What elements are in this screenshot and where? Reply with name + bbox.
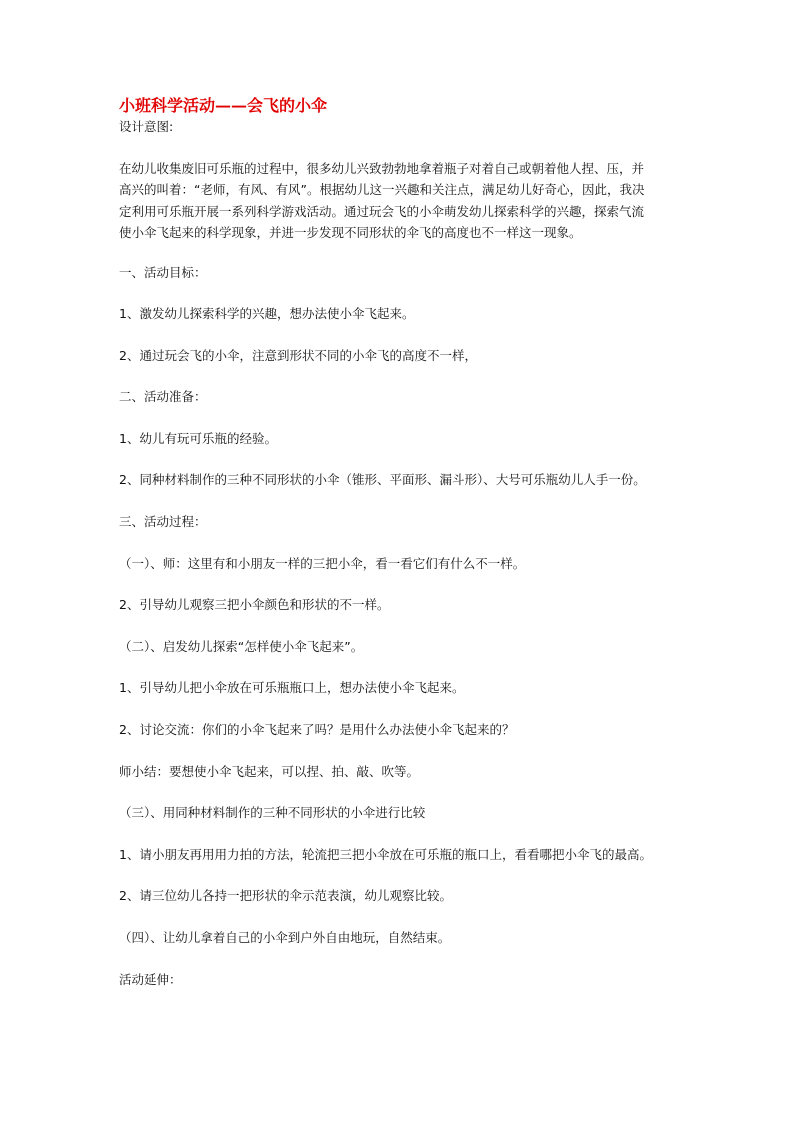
process-item: （二）、启发幼儿探索“怎样使小伞飞起来”。 — [119, 639, 364, 654]
process-item: （一）、师：这里有和小朋友一样的三把小伞，看一看它们有什么不一样。 — [119, 556, 526, 571]
section-heading-extension: 活动延伸： — [119, 972, 182, 987]
goal-item: 1、激发幼儿探索科学的兴趣，想办法使小伞飞起来。 — [119, 306, 415, 321]
preparation-item: 2、同种材料制作的三种不同形状的小伞（锥形、平面形、漏斗形）、大号可乐瓶幼儿人手一份。 — [119, 472, 646, 487]
process-item: 1、引导幼儿把小伞放在可乐瓶瓶口上，想办法使小伞飞起来。 — [119, 680, 465, 695]
document-content — [119, 96, 679, 243]
preparation-item: 1、幼儿有玩可乐瓶的经验。 — [119, 431, 277, 446]
section-heading-preparation: 二、活动准备： — [119, 389, 207, 404]
process-summary: 师小结：要想使小伞飞起来，可以捏、拍、敲、吹等。 — [119, 764, 420, 779]
document-title: 小班科学活动——会飞的小伞 — [119, 96, 328, 115]
process-item: 2、引导幼儿观察三把小伞颜色和形状的不一样。 — [119, 597, 390, 612]
process-item: （三）、用同种材料制作的三种不同形状的小伞进行比较 — [119, 805, 426, 820]
intro-line: 使小伞飞起来的科学现象，并进一步发现不同形状的伞飞的高度也不一样这一现象。 — [119, 224, 582, 240]
intro-paragraph — [119, 158, 679, 243]
intro-line: 在幼儿收集废旧可乐瓶的过程中，很多幼儿兴致勃勃地拿着瓶子对着自己或朝着他人捏、压，并 — [119, 161, 645, 176]
process-item: 2、讨论交流：你们的小伞飞起来了吗？是用什么办法使小伞飞起来的？ — [119, 722, 515, 737]
goal-item: 2、通过玩会飞的小伞，注意到形状不同的小伞飞的高度不一样， — [119, 348, 477, 363]
process-item: 2、请三位幼儿各持一把形状的伞示范表演，幼儿观察比较。 — [119, 888, 452, 903]
process-item: 1、请小朋友再用用力拍的方法，轮流把三把小伞放在可乐瓶的瓶口上，看看哪把小伞飞的最高。 — [119, 847, 652, 862]
intro-line: 定利用可乐瓶开展一系列科学游戏活动。通过玩会飞的小伞萌发幼儿探索科学的兴趣，探索气流 — [119, 203, 645, 219]
section-heading-process: 三、活动过程： — [119, 514, 207, 529]
process-item: （四）、让幼儿拿着自己的小伞到户外自由地玩，自然结束。 — [119, 930, 451, 945]
section-heading-goals: 一、活动目标： — [119, 265, 207, 280]
design-intent-heading: 设计意图: — [119, 119, 174, 134]
intro-line: 高兴的叫着：“老师，有风、有风”。根据幼儿这一兴趣和关注点，满足幼儿好奇心，因此，我决 — [119, 182, 645, 198]
